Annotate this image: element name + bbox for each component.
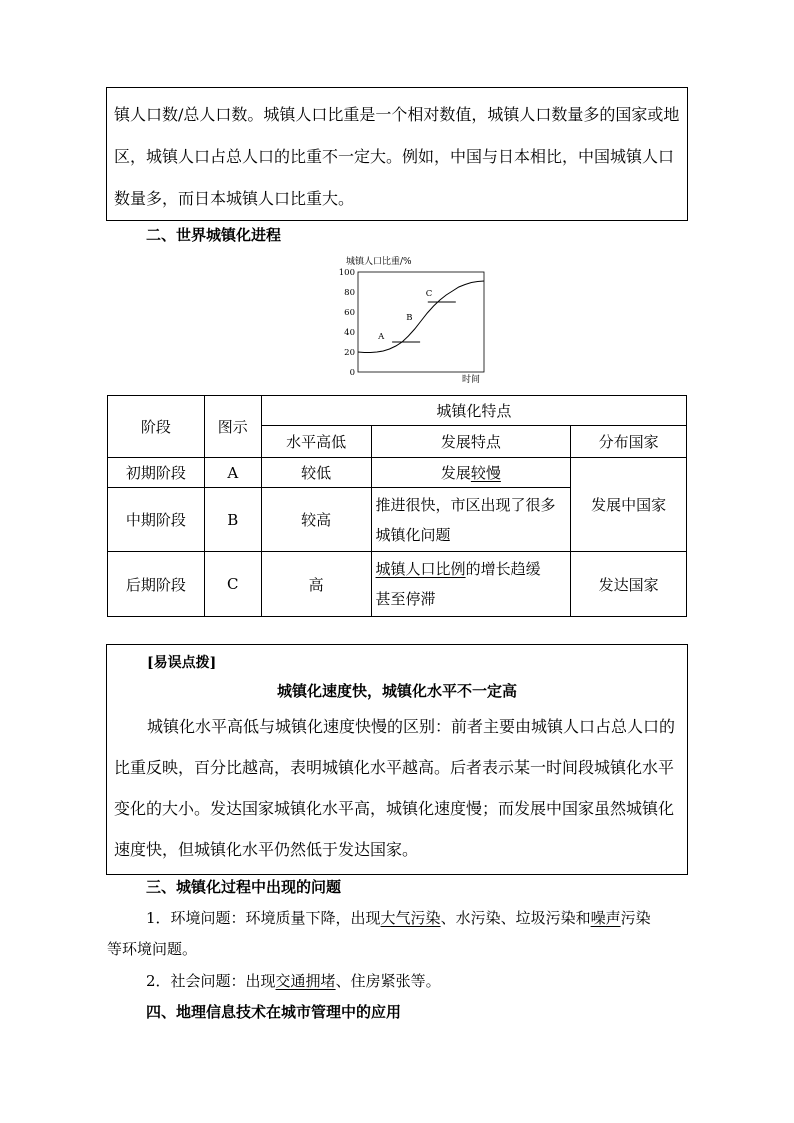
section-2-heading: 二、世界城镇化进程 (146, 226, 282, 244)
urbanization-stage-table (107, 395, 687, 617)
problem-2: 2．社会问题：出现交通拥堵、住房紧张等。 (146, 972, 441, 990)
chart-y-tick-label: 20 (344, 348, 355, 358)
chart-y-tick-label: 40 (344, 328, 355, 338)
underlined-term: 城镇人口比例 (375, 560, 466, 578)
header-stage: 阶段 (108, 396, 205, 458)
tip-line-1: 城镇化水平高低与城镇化速度快慢的区别：前者主要由城镇人口占总人口的 (147, 717, 676, 736)
chart-stage-label: C (425, 289, 433, 299)
figure-cell: B (204, 488, 261, 552)
table-row (108, 552, 687, 617)
underlined-term: 较慢 (470, 464, 501, 482)
underlined-term: 噪声 (590, 909, 621, 927)
header-figure: 图示 (204, 396, 261, 458)
chart-y-axis-label: 城镇人口比重/% (346, 257, 412, 267)
development-cell: 推进很快，市区出现了很多 城镇化问题 (371, 488, 571, 552)
chart-plot-frame (358, 272, 484, 372)
distribution-cell: 发达国家 (571, 552, 687, 617)
level-cell: 高 (261, 552, 371, 617)
chart-x-axis-label: 时间 (462, 375, 481, 385)
underlined-term: 交通拥堵 (275, 972, 336, 990)
header-distribution: 分布国家 (571, 426, 687, 458)
chart-series-line (358, 281, 484, 353)
problem-1-line-1: 1．环境问题：环境质量下降，出现大气污染、水污染、垃圾污染和噪声污染 (146, 909, 651, 927)
problem-1-line-2: 等环境问题。 (107, 940, 198, 958)
definition-line-3: 数量多，而日本城镇人口比重大。 (114, 189, 355, 208)
urbanization-curve-chart (330, 252, 500, 388)
chart-y-tick-label: 60 (344, 308, 355, 318)
section-3-heading: 三、城镇化过程中出现的问题 (146, 878, 342, 896)
development-cell: 发展较慢 (371, 458, 571, 488)
header-features: 城镇化特点 (261, 396, 686, 426)
stage-cell: 中期阶段 (108, 488, 205, 552)
chart-y-tick-label: 0 (349, 368, 355, 378)
chart-y-tick-label: 80 (344, 288, 355, 298)
header-level: 水平高低 (261, 426, 371, 458)
header-development: 发展特点 (371, 426, 571, 458)
tip-line-3: 变化的大小。发达国家城镇化水平高，城镇化速度慢；而发展中国家虽然城镇化 (114, 799, 675, 818)
underlined-term: 大气污染 (380, 909, 441, 927)
development-cell: 城镇人口比例的增长趋缓 甚至停滞 (371, 552, 571, 617)
definition-line-1: 镇人口数/总人口数。城镇人口比重是一个相对数值，城镇人口数量多的国家或地 (114, 105, 680, 124)
chart-stage-label: B (406, 313, 413, 323)
tip-line-4: 速度快，但城镇化水平仍然低于发达国家。 (114, 840, 419, 859)
definition-line-2: 区，城镇人口占总人口的比重不一定大。例如，中国与日本相比，中国城镇人口 (114, 147, 675, 166)
figure-cell: A (204, 458, 261, 488)
definition-box (106, 87, 688, 221)
distribution-cell: 发展中国家 (571, 458, 687, 552)
level-cell: 较低 (261, 458, 371, 488)
chart-stage-label: A (378, 332, 385, 342)
tip-line-2: 比重反映，百分比越高，表明城镇化水平越高。后者表示某一时间段城镇化水平 (114, 758, 675, 777)
stage-cell: 初期阶段 (108, 458, 205, 488)
chart-y-tick-label: 100 (338, 268, 355, 278)
stage-cell: 后期阶段 (108, 552, 205, 617)
tip-box (106, 644, 688, 875)
level-cell: 较高 (261, 488, 371, 552)
tip-title: 城镇化速度快，城镇化水平不一定高 (276, 682, 517, 700)
figure-cell: C (204, 552, 261, 617)
tip-tag: [易误点拨] (147, 655, 217, 671)
table-row (108, 458, 687, 488)
section-4-heading: 四、地理信息技术在城市管理中的应用 (146, 1003, 402, 1021)
